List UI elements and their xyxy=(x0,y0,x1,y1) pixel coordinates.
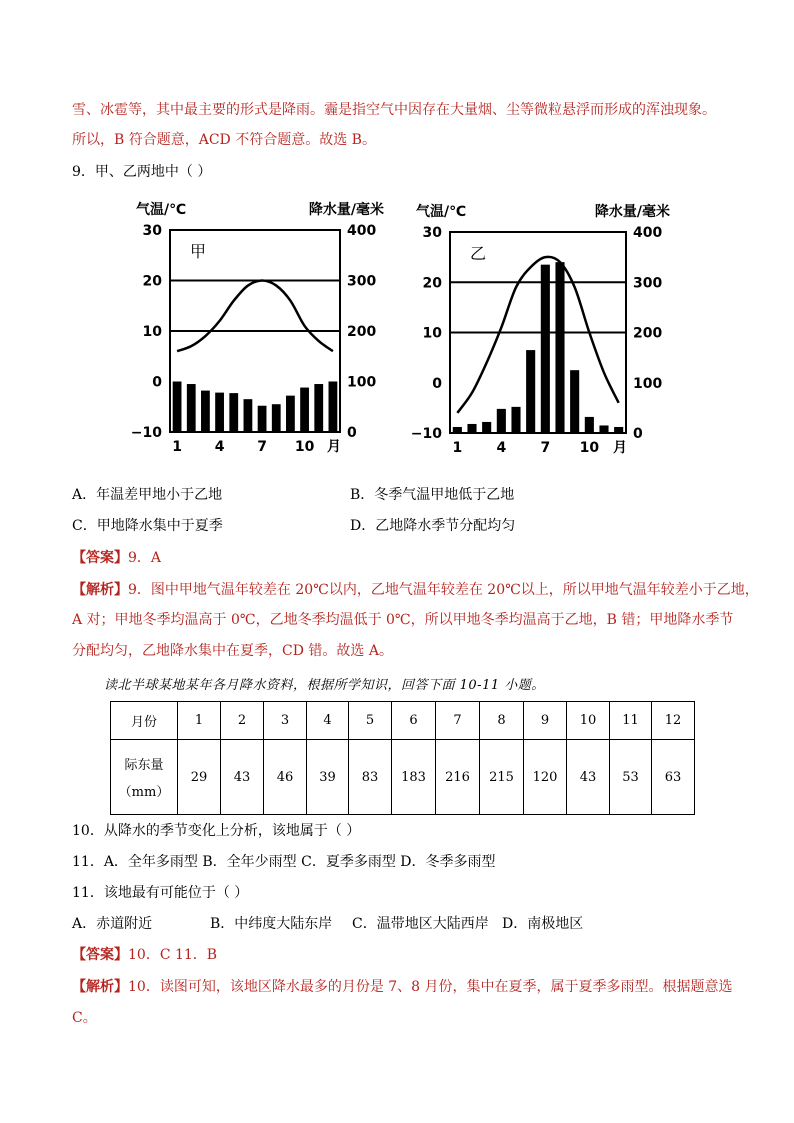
table-month-12: 12 xyxy=(652,702,695,740)
x-axis-label: 月 xyxy=(613,440,627,456)
right-axis-title: 降水量/毫米 xyxy=(308,202,384,218)
table-month-8: 8 xyxy=(480,702,524,740)
left-tick-label: −10 xyxy=(410,426,442,442)
precip-bar-month-7 xyxy=(541,265,550,433)
q10-11-answer-tag: 【答案】 xyxy=(72,947,128,963)
precip-bar-month-2 xyxy=(187,384,196,432)
precip-bar-month-1 xyxy=(453,427,462,433)
right-tick-label: 200 xyxy=(347,324,377,340)
right-tick-label: 0 xyxy=(347,425,357,441)
table-value-10: 43 xyxy=(567,740,610,815)
right-tick-label: 400 xyxy=(347,223,377,239)
precip-bar-month-7 xyxy=(258,406,267,432)
q9-analysis-3: 分配均匀，乙地降水集中在夏季，CD 错。故选 A。 xyxy=(72,643,393,659)
x-axis-label: 月 xyxy=(327,439,341,455)
table-intro: 读北半球某地某年各月降水资料，根据所学知识，回答下面 10-11 小题。 xyxy=(104,678,545,693)
table-month-10: 10 xyxy=(567,702,610,740)
left-axis-title: 气温/℃ xyxy=(416,204,467,220)
table-value-6: 183 xyxy=(392,740,436,815)
precip-bar-month-9 xyxy=(286,396,295,432)
precip-bar-month-10 xyxy=(585,417,594,433)
table-month-3: 3 xyxy=(264,702,307,740)
precip-bar-month-12 xyxy=(329,382,338,433)
q9-option-d: D．乙地降水季节分配均匀 xyxy=(350,518,516,534)
table-value-11: 53 xyxy=(610,740,652,815)
precip-bar-month-8 xyxy=(555,262,564,433)
right-tick-label: 100 xyxy=(633,375,663,392)
q10-options: 11．A．全年多雨型 B．全年少雨型 C．夏季多雨型 D．冬季多雨型 xyxy=(72,854,496,870)
temperature-line xyxy=(177,281,333,352)
x-tick-label: 4 xyxy=(214,439,225,455)
left-tick-label: 20 xyxy=(142,273,162,290)
q10-11-answer-value: 10．C 11．B xyxy=(128,947,218,963)
table-value-8: 215 xyxy=(480,740,524,815)
chart-title: 乙 xyxy=(470,244,487,263)
table-row-label xyxy=(111,740,178,815)
right-tick-label: 400 xyxy=(633,225,663,241)
precip-bar-month-4 xyxy=(215,393,224,432)
precip-bar-month-6 xyxy=(244,399,253,432)
table-row-label-2: （mm） xyxy=(118,785,170,800)
precip-bar-month-11 xyxy=(314,384,323,432)
left-tick-label: 0 xyxy=(432,375,442,392)
q10-11-answer xyxy=(72,945,217,965)
table-value-4: 39 xyxy=(307,740,349,815)
right-tick-label: 200 xyxy=(633,325,663,342)
precip-bar-month-5 xyxy=(511,407,520,433)
chart-yi-svg xyxy=(404,193,670,458)
table-month-4: 4 xyxy=(307,702,349,740)
q10-analysis-1 xyxy=(72,977,733,997)
precip-bar-month-8 xyxy=(272,404,281,432)
q11-stem: 11．该地最有可能位于（ ） xyxy=(72,885,249,901)
q11-option-c: C．温带地区大陆西岸 xyxy=(352,916,489,932)
q9-analysis-tag: 【解析】 xyxy=(72,582,128,598)
right-tick-label: 300 xyxy=(633,275,663,292)
left-tick-label: 20 xyxy=(422,275,442,292)
table-month-7: 7 xyxy=(436,702,480,740)
precip-bar-month-12 xyxy=(614,427,623,433)
q9-analysis-text-1: 9．图中甲地气温年较差在 20℃以内，乙地气温年较差在 20℃以上，所以甲地气温年较差小于乙地， xyxy=(128,582,759,598)
table-month-2: 2 xyxy=(221,702,264,740)
prev-analysis-line-1: 雪、冰雹等，其中最主要的形式是降雨。霾是指空气中因存在大量烟、尘等微粒悬浮而形成的浑浊现象。 xyxy=(72,102,716,118)
precip-bar-month-10 xyxy=(300,388,309,432)
q10-analysis-tag: 【解析】 xyxy=(72,979,128,995)
right-tick-label: 100 xyxy=(347,374,377,391)
table-month-5: 5 xyxy=(349,702,392,740)
table-value-5: 83 xyxy=(349,740,392,815)
x-tick-label: 7 xyxy=(257,439,267,455)
left-tick-label: 0 xyxy=(152,374,162,391)
table-month-6: 6 xyxy=(392,702,436,740)
table-value-7: 216 xyxy=(436,740,480,815)
table-value-9: 120 xyxy=(524,740,567,815)
x-tick-label: 4 xyxy=(496,440,507,456)
table-header-row xyxy=(111,702,695,740)
q9-answer-tag: 【答案】 xyxy=(72,550,128,566)
precip-bar-month-4 xyxy=(497,409,506,433)
left-tick-label: 30 xyxy=(142,223,162,239)
q9-option-a: A．年温差甲地小于乙地 xyxy=(72,487,223,503)
table-month-9: 9 xyxy=(524,702,567,740)
precip-bar-month-9 xyxy=(570,370,579,433)
table-month-1: 1 xyxy=(178,702,221,740)
x-tick-label: 10 xyxy=(579,440,600,456)
precip-bar-month-3 xyxy=(201,391,210,432)
q9-option-b: B．冬季气温甲地低于乙地 xyxy=(350,487,515,503)
q10-analysis-text-1: 10．读图可知，该地区降水最多的月份是 7、8 月份，集中在夏季，属于夏季多雨型。根据题意选 xyxy=(128,979,733,995)
q9-stem: 9．甲、乙两地中（ ） xyxy=(72,164,212,180)
q10-stem: 10．从降水的季节变化上分析，该地属于（ ） xyxy=(72,823,361,839)
table-row-label-1: 际东量 xyxy=(124,758,164,773)
q11-option-b: B．中纬度大陆东岸 xyxy=(210,916,333,932)
left-tick-label: −10 xyxy=(130,425,162,441)
q11-option-a: A．赤道附近 xyxy=(72,916,153,932)
left-axis-title: 气温/℃ xyxy=(136,202,187,218)
table-month-11: 11 xyxy=(610,702,652,740)
left-tick-label: 10 xyxy=(142,324,162,340)
precip-bar-month-11 xyxy=(599,425,608,433)
precip-bar-month-3 xyxy=(482,422,491,433)
table-value-1: 29 xyxy=(178,740,221,815)
right-axis-title: 降水量/毫米 xyxy=(594,204,670,220)
x-tick-label: 7 xyxy=(540,440,551,456)
temperature-line xyxy=(457,257,618,413)
chart-jia xyxy=(128,193,384,458)
table-value-2: 43 xyxy=(221,740,264,815)
precip-bar-month-5 xyxy=(229,393,238,432)
precip-bar-month-6 xyxy=(526,350,535,433)
chart-title: 甲 xyxy=(190,242,207,261)
q9-option-c: C．甲地降水集中于夏季 xyxy=(72,518,223,534)
q9-answer xyxy=(72,548,161,568)
table-value-3: 46 xyxy=(264,740,307,815)
x-tick-label: 10 xyxy=(294,439,315,455)
left-tick-label: 10 xyxy=(422,325,442,342)
table-header-label: 月份 xyxy=(111,702,178,740)
table-value-12: 63 xyxy=(652,740,695,815)
table-value-row xyxy=(111,740,695,815)
precip-bar-month-1 xyxy=(173,382,182,433)
q11-option-d: D．南极地区 xyxy=(502,916,584,932)
precipitation-table xyxy=(110,701,695,815)
chart-jia-svg xyxy=(128,193,384,458)
x-tick-label: 1 xyxy=(452,440,463,456)
q10-analysis-2: C。 xyxy=(72,1010,97,1026)
chart-yi xyxy=(404,193,670,458)
prev-analysis-line-2: 所以，B 符合题意，ACD 不符合题意。故选 B。 xyxy=(72,132,376,148)
q9-analysis-2: A 对；甲地冬季均温高于 0℃，乙地冬季均温低于 0℃，所以甲地冬季均温高于乙地，B 错；甲地降水季节 xyxy=(72,612,734,628)
right-tick-label: 0 xyxy=(633,426,643,442)
precip-bar-month-2 xyxy=(467,424,476,433)
q9-analysis-1 xyxy=(72,580,759,600)
x-tick-label: 1 xyxy=(172,439,182,455)
left-tick-label: 30 xyxy=(422,225,442,241)
right-tick-label: 300 xyxy=(347,273,377,290)
q9-answer-value: 9．A xyxy=(128,550,162,566)
